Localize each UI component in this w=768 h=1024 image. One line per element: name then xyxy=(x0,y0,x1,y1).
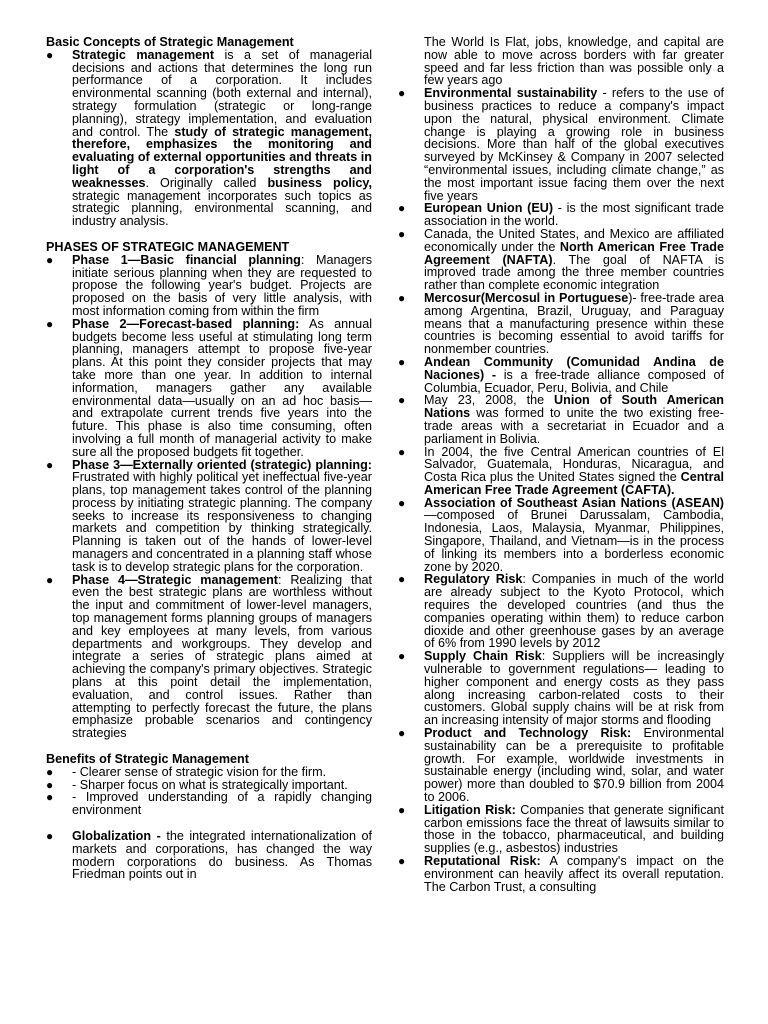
text: As annual budgets become less useful at stimulating long term planning, managers attempt to propose five-year plans. At this point they consider projects that may take more than one year. In addition to internal information, managers gather any available environmental data—usually on an ad hoc basis—and extrapolate current trends five years into the future. This phase is also time consuming, often involving a full month of managerial activity to make sure all the proposed budgets fit together. xyxy=(72,316,372,459)
text: Canada, the United States, and Mexico are affiliated economically under the xyxy=(424,226,724,254)
text: is a free-trade alliance composed of Columbia, Ecuador, Peru, Bolivia, and Chile xyxy=(424,367,724,395)
term: Supply Chain Risk xyxy=(424,649,542,664)
text: Environmental sustainability can be a prerequisite to profitable growth. For example, worldwide investments in sustainable energy (including wind, solar, and water power) more than doubled to $70.9 billion from 2004 to 2006. xyxy=(424,726,724,805)
text: - Clearer sense of strategic vision for the firm. xyxy=(72,764,327,779)
term: Regulatory Risk xyxy=(424,572,523,587)
list-item-reputational-risk xyxy=(398,855,724,893)
bullet-icon: ● xyxy=(46,316,54,331)
term: Association of Southeast Asian Nations (ASEAN) xyxy=(424,495,724,510)
text: . The goal of NAFTA is improved trade among the three member countries rather than complete economic integration xyxy=(424,252,724,293)
list-item-globalization xyxy=(46,830,372,881)
list-item-phase-4 xyxy=(46,574,372,740)
bullet-icon: ● xyxy=(398,201,406,216)
bullet-icon: ● xyxy=(46,777,54,792)
text: - is the most significant trade association in the world. xyxy=(424,201,724,229)
list-item-environmental-sustainability xyxy=(398,87,724,202)
heading-benefits: Benefits of Strategic Management xyxy=(46,752,249,767)
list-item-nafta xyxy=(398,228,724,292)
term: Andean Community (Comunidad Andina de Naciones) - xyxy=(424,354,724,382)
list-item-litigation-risk xyxy=(398,804,724,855)
term: Reputational Risk: xyxy=(424,854,541,868)
text: A company's impact on the environment can heavily affect its overall reputation. The Carbon Trust, a consulting xyxy=(424,854,724,894)
bullet-icon: ● xyxy=(398,854,406,868)
list-item-strategic-management xyxy=(46,49,372,228)
text: May 23, 2008, the xyxy=(424,393,555,408)
continued-text: The World Is Flat, jobs, knowledge, and capital are now able to move across borders with far greater speed and far less friction than was possible only a few years ago xyxy=(424,35,724,88)
term: Phase 4—Strategic management xyxy=(72,572,278,587)
left-column xyxy=(46,36,372,881)
bullet-icon: ● xyxy=(398,495,406,510)
bullet-icon: ● xyxy=(398,726,406,741)
text: strategic management incorporates such topics as strategic planning, environmental scanning, and industry analysis. xyxy=(72,188,372,229)
term: Globalization - xyxy=(72,829,161,844)
bullet-icon: ● xyxy=(46,457,54,472)
text: - Sharper focus on what is strategically important. xyxy=(72,777,348,792)
text: In 2004, the five Central American countries of El Salvador, Guatemala, Honduras, Nicaragua, and Costa Rica plus the United States signed the xyxy=(424,444,724,485)
list-item-mercosur xyxy=(398,292,724,356)
text: was formed to unite the two existing free-trade areas with a secretariat in Ecuador and a parliament in Bolivia. xyxy=(424,406,724,446)
list-item-phase-3 xyxy=(46,459,372,574)
term: Environmental sustainability xyxy=(424,86,598,101)
text: Companies that generate significant carbon emissions face the threat of lawsuits similar to those in the tobacco, pharmaceutical, and building supplies (e.g., asbestos) industries xyxy=(424,802,724,856)
list-item-phase-1 xyxy=(46,254,372,318)
list-item-regulatory-risk xyxy=(398,573,724,650)
bullet-icon: ● xyxy=(398,226,406,241)
term: Phase 3—Externally oriented (strategic) planning: xyxy=(72,457,372,472)
heading-basic-concepts: Basic Concepts of Strategic Management xyxy=(46,35,294,49)
bullet-icon: ● xyxy=(398,649,406,664)
bullet-icon: ● xyxy=(398,393,406,408)
bullet-icon: ● xyxy=(398,290,406,305)
text: : Suppliers will be increasingly vulnerable to government regulations— leading to higher component and energy costs as they pass along increasing carbon-related costs to their customers. Global supply chains will be at risk from an increasing intensity of major storms and flooding xyxy=(424,649,724,728)
list-item-cafta xyxy=(398,446,724,497)
bullet-icon: ● xyxy=(46,790,54,805)
bullet-icon: ● xyxy=(46,252,54,267)
text: the integrated internationalization of markets and corporations, has changed the way modern corporations do business. As Thomas Friedman points out in xyxy=(72,829,372,882)
list-item-supply-chain-risk xyxy=(398,650,724,727)
bullet-icon: ● xyxy=(46,829,54,844)
list-item-andean xyxy=(398,356,724,394)
text: - refers to the use of business practices to reduce a company's impact upon the natural, physical environment. Climate change is playing a growing role in business decisions. More than half of the global executives surveyed by McKinsey & Company in 2007 selected “environmental issues, including climate change,” as the most important issue facing them over the next five years xyxy=(424,86,724,203)
text: )- free-trade area among Argentina, Brazil, Uruguay, and Paraguay means that a manufacturing presence within these countries is becoming essential to avoid tariffs for nonmember countries. xyxy=(424,290,724,357)
term: Union of South American Nations xyxy=(424,393,724,421)
bullet-icon: ● xyxy=(398,354,406,369)
right-column xyxy=(398,36,724,893)
term: Phase 2—Forecast-based planning: xyxy=(72,316,300,331)
text: : Managers initiate serious planning when they are requested to propose the following year's budget. Projects are proposed on the basis of very little analysis, with most information coming from within the firm xyxy=(72,252,372,318)
term: Product and Technology Risk: xyxy=(424,726,632,741)
text: : Companies in much of the world are already subject to the Kyoto Protocol, which requires the developed countries (and thus the companies operating within them) to reduce carbon dioxide and other greenhouse gases by an average of 6% from 1990 levels by 2012 xyxy=(424,572,724,651)
term: European Union (EU) xyxy=(424,201,554,216)
text: —composed of Brunei Darussalam, Cambodia, Indonesia, Laos, Malaysia, Myanmar, Philippines, Singapore, Thailand, and Vietnam—is in the process of linking its members into a borderless economic zone by 2020. xyxy=(424,508,724,574)
heading-phases: PHASES OF STRATEGIC MANAGEMENT xyxy=(46,239,290,254)
list-item-eu xyxy=(398,202,724,228)
bullet-icon: ● xyxy=(46,47,54,62)
list-item-unasur xyxy=(398,394,724,445)
term: Phase 1—Basic financial planning xyxy=(72,252,301,267)
bullet-icon: ● xyxy=(398,802,406,817)
bullet-icon: ● xyxy=(46,572,54,587)
text: is a set of managerial decisions and actions that determines the long run performance of a corporation. It includes environmental scanning (both external and internal), strategy formulation (strategic or long-range planning), strategy implementation, and evaluation and control. The xyxy=(72,47,372,139)
term: business policy, xyxy=(267,175,372,190)
list-item-benefit xyxy=(46,791,372,817)
text: - Improved understanding of a rapidly changing environment xyxy=(72,790,372,818)
term: Central American Free Trade Agreement (CAFTA). xyxy=(424,470,724,497)
list-item-product-technology-risk xyxy=(398,727,724,804)
term: Litigation Risk: xyxy=(424,802,516,817)
term: Mercosur(Mercosul in Portuguese xyxy=(424,290,629,305)
bullet-icon: ● xyxy=(398,572,406,587)
bullet-icon: ● xyxy=(398,86,406,101)
term: North American Free Trade Agreement (NAFTA) xyxy=(424,239,725,267)
text: . Originally called xyxy=(145,175,268,190)
term: Strategic management xyxy=(72,47,215,62)
bullet-icon: ● xyxy=(46,764,54,779)
list-item-phase-2 xyxy=(46,318,372,459)
text: : Realizing that even the best strategic plans are worthless without the input and commitment of lower-level managers, top management forms planning groups of managers and key employees at many levels, from various departments and workgroups. They develop and integrate a series of strategic plans aimed at achieving the company's primary objectives. Strategic plans at this point detail the implementation, evaluation, and control issues. Rather than attempting to perfectly forecast the future, the plans emphasize probable scenarios and contingency strategies xyxy=(72,572,372,741)
term: study of strategic management, therefore, emphasizes the monitoring and evaluating of external opportunities and threats in light of a corporation's strengths and weaknesses xyxy=(72,124,372,190)
bullet-icon: ● xyxy=(398,444,406,459)
list-item-asean xyxy=(398,497,724,574)
text: Frustrated with highly political yet ineffectual five-year plans, top management takes control of the planning process by initiating strategic planning. The company seeks to increase its responsiveness to changing markets and competition by thinking strategically. Planning is taken out of the hands of lower-level managers and concentrated in a planning staff whose task is to develop strategic plans for the corporation. xyxy=(72,470,372,574)
